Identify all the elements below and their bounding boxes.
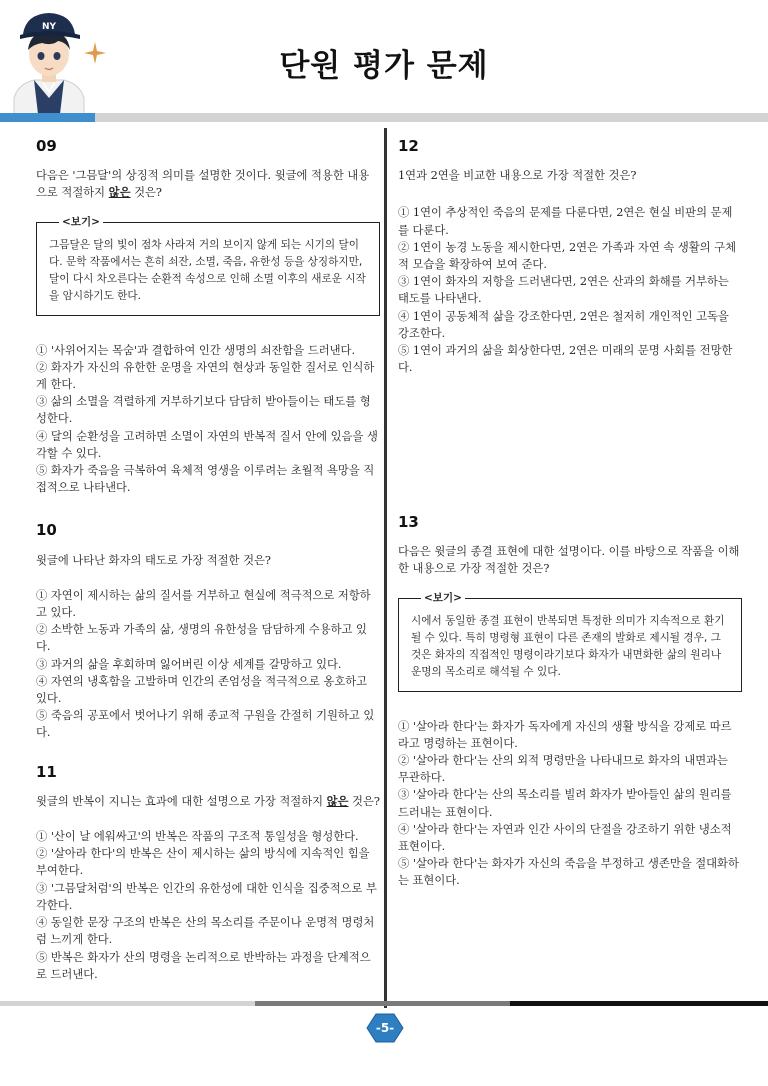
option-3[interactable]: ③ '그믐달처럼'의 반복은 인간의 유한성에 대한 인식을 집중적으로 부각한다.: [36, 881, 377, 912]
option-1[interactable]: ① '살아라 한다'는 화자가 독자에게 자신의 생활 방식을 강제로 따르라고 명령하는 표현이다.: [398, 719, 732, 750]
option-3[interactable]: ③ '살아라 한다'는 산의 목소리를 빌려 화자가 받아들인 삶의 원리를 드러내는 표현이다.: [398, 788, 732, 819]
option-2[interactable]: ② 1연이 농경 노동을 제시한다면, 2연은 가족과 자연 속 생활의 구체적 모습을 확장하여 보여 준다.: [398, 240, 736, 272]
option-2[interactable]: ② '살아라 한다'의 반복은 산이 제시하는 삶의 방식에 지속적인 힘을 부여한다.: [36, 847, 370, 878]
option-5[interactable]: ⑤ 죽음의 공포에서 벗어나기 위해 종교적 구원을 간절히 기원하고 있다.: [36, 709, 375, 740]
option-1[interactable]: ① 1연이 추상적인 죽음의 문제를 다룬다면, 2연은 현실 비판의 문제를 다룬다.: [398, 206, 733, 237]
svg-text:NY: NY: [42, 22, 57, 32]
question-10: [36, 522, 380, 741]
right-column: [398, 137, 742, 888]
option-4[interactable]: ④ 동일한 문장 구조의 반복은 산의 목소리를 주문이나 운명적 명령처럼 느끼게 한다.: [36, 916, 375, 947]
footer-bar-mid: [255, 1001, 510, 1006]
question-11: [36, 764, 380, 983]
option-4[interactable]: ④ 달의 순환성을 고려하면 소멸이 자연의 반복적 질서 안에 있음을 생각할 수 있다.: [36, 429, 378, 460]
option-1[interactable]: ① '사위어지는 목숨'과 결합하여 인간 생명의 쇠잔함을 드러낸다.: [36, 343, 356, 357]
option-2[interactable]: ② 화자가 자신의 유한한 운명을 자연의 현상과 동일한 질서로 인식하게 한다.: [36, 360, 375, 392]
header-gray-bar: [95, 113, 768, 122]
option-4[interactable]: ④ '살아라 한다'는 자연과 인간 사이의 단절을 강조하기 위한 냉소적 표현이다.: [398, 822, 732, 854]
page-number: -5-: [375, 1021, 395, 1035]
question-stem: 다음은 윗글의 종결 표현에 대한 설명이다. 이를 바탕으로 작품을 이해한 내용으로 가장 적절한 것은?: [398, 545, 740, 576]
question-13: [398, 514, 742, 890]
option-list: [36, 828, 380, 983]
option-5[interactable]: ⑤ '살아라 한다'는 화자가 자신의 죽음을 부정하고 생존만을 절대화하는 표현이다.: [398, 857, 739, 888]
option-2[interactable]: ② 소박한 노동과 가족의 삶, 생명의 유한성을 담담하게 수용하고 있다.: [36, 623, 367, 654]
bogi-box: [398, 591, 742, 692]
option-5[interactable]: ⑤ 화자가 죽음을 극복하여 육체적 영생을 이루려는 초월적 욕망을 직접적으로 나타낸다.: [36, 464, 375, 495]
option-3[interactable]: ③ 삶의 소멸을 격렬하게 거부하기보다 담담히 받아들이는 태도를 형성한다.: [36, 395, 371, 426]
option-list: [36, 587, 380, 742]
bogi-text: 그믐달은 달의 빛이 점차 사라져 거의 보이지 않게 되는 시기의 달이다. 문학 작품에서는 흔히 쇠잔, 소멸, 죽음, 유한성 등을 상징하지만, 달이 다시 차오른다는 순환적 속성으로 인해 소멸 이후의 새로운 시작을 암시하기도 한다.: [49, 238, 366, 302]
question-number: 11: [36, 762, 57, 781]
option-2[interactable]: ② '살아라 한다'는 산의 외적 명령만을 나타내므로 화자의 내면과는 무관하다.: [398, 754, 728, 785]
question-stem: 윗글에 나타난 화자의 태도로 가장 적절한 것은?: [36, 553, 271, 567]
header-accent-bar: [0, 113, 95, 122]
question-number: 13: [398, 513, 419, 531]
option-1[interactable]: ① '산이 날 에워싸고'의 반복은 작품의 구조적 통일성을 형성한다.: [36, 830, 359, 844]
emphasis-not: 않은: [326, 793, 349, 808]
question-number: 09: [36, 137, 57, 155]
page-title: 단원 평가 문제: [279, 48, 489, 84]
page-header: [0, 0, 768, 125]
question-09: [36, 138, 380, 496]
left-column: [36, 138, 380, 983]
footer-bar-dark: [510, 1001, 768, 1006]
bogi-text: 시에서 동일한 종결 표현이 반복되면 특정한 의미가 지속적으로 환기될 수 있다. 특히 명령형 표현이 다른 존재의 발화로 제시될 경우, 그것은 화자의 직접적인 명령이라기보다 화자가 내면화한 삶의 원리나 운명의 목소리로 해석될 수 있다.: [411, 614, 725, 678]
emphasis-not: 않은: [108, 185, 131, 200]
option-3[interactable]: ③ 1연이 화자의 저항을 드러낸다면, 2연은 산과의 화해를 거부하는 태도를 나타낸다.: [398, 275, 729, 306]
option-3[interactable]: ③ 과거의 삶을 후회하며 잃어버린 이상 세계를 갈망하고 있다.: [36, 657, 342, 671]
option-5[interactable]: ⑤ 1연이 과거의 삶을 회상한다면, 2연은 미래의 문명 사회를 전망한다.: [398, 344, 733, 375]
column-divider: [384, 128, 387, 1008]
question-stem: 다음은 '그믐달'의 상징적 의미를 설명한 것이다. 윗글에 적용한 내용으로 적절하지 않은 것은?: [36, 169, 370, 200]
option-5[interactable]: ⑤ 반복은 화자가 산의 명령을 논리적으로 반박하는 과정을 단계적으로 드러낸다.: [36, 950, 371, 981]
bogi-label: <보기>: [421, 591, 465, 605]
option-1[interactable]: ① 자연이 제시하는 삶의 질서를 거부하고 현실에 적극적으로 저항하고 있다.: [36, 588, 371, 620]
footer-bar-light: [0, 1001, 255, 1006]
question-12: [398, 138, 742, 376]
option-4[interactable]: ④ 자연의 냉혹함을 고발하며 인간의 존엄성을 적극적으로 옹호하고 있다.: [36, 674, 368, 706]
option-list: [398, 718, 742, 890]
question-stem: 1연과 2연을 비교한 내용으로 가장 적절한 것은?: [398, 169, 637, 183]
question-number: 12: [398, 137, 419, 155]
option-list: [36, 342, 380, 497]
question-stem: 윗글의 반복이 지니는 효과에 대한 설명으로 가장 적절하지 않은 것은?: [36, 793, 380, 808]
bogi-box: [36, 215, 380, 316]
option-4[interactable]: ④ 1연이 공동체적 삶을 강조한다면, 2연은 철저히 개인적인 고독을 강조한다.: [398, 309, 729, 340]
question-number: 10: [36, 521, 57, 540]
option-list: [398, 204, 742, 376]
bogi-label: <보기>: [59, 215, 103, 229]
